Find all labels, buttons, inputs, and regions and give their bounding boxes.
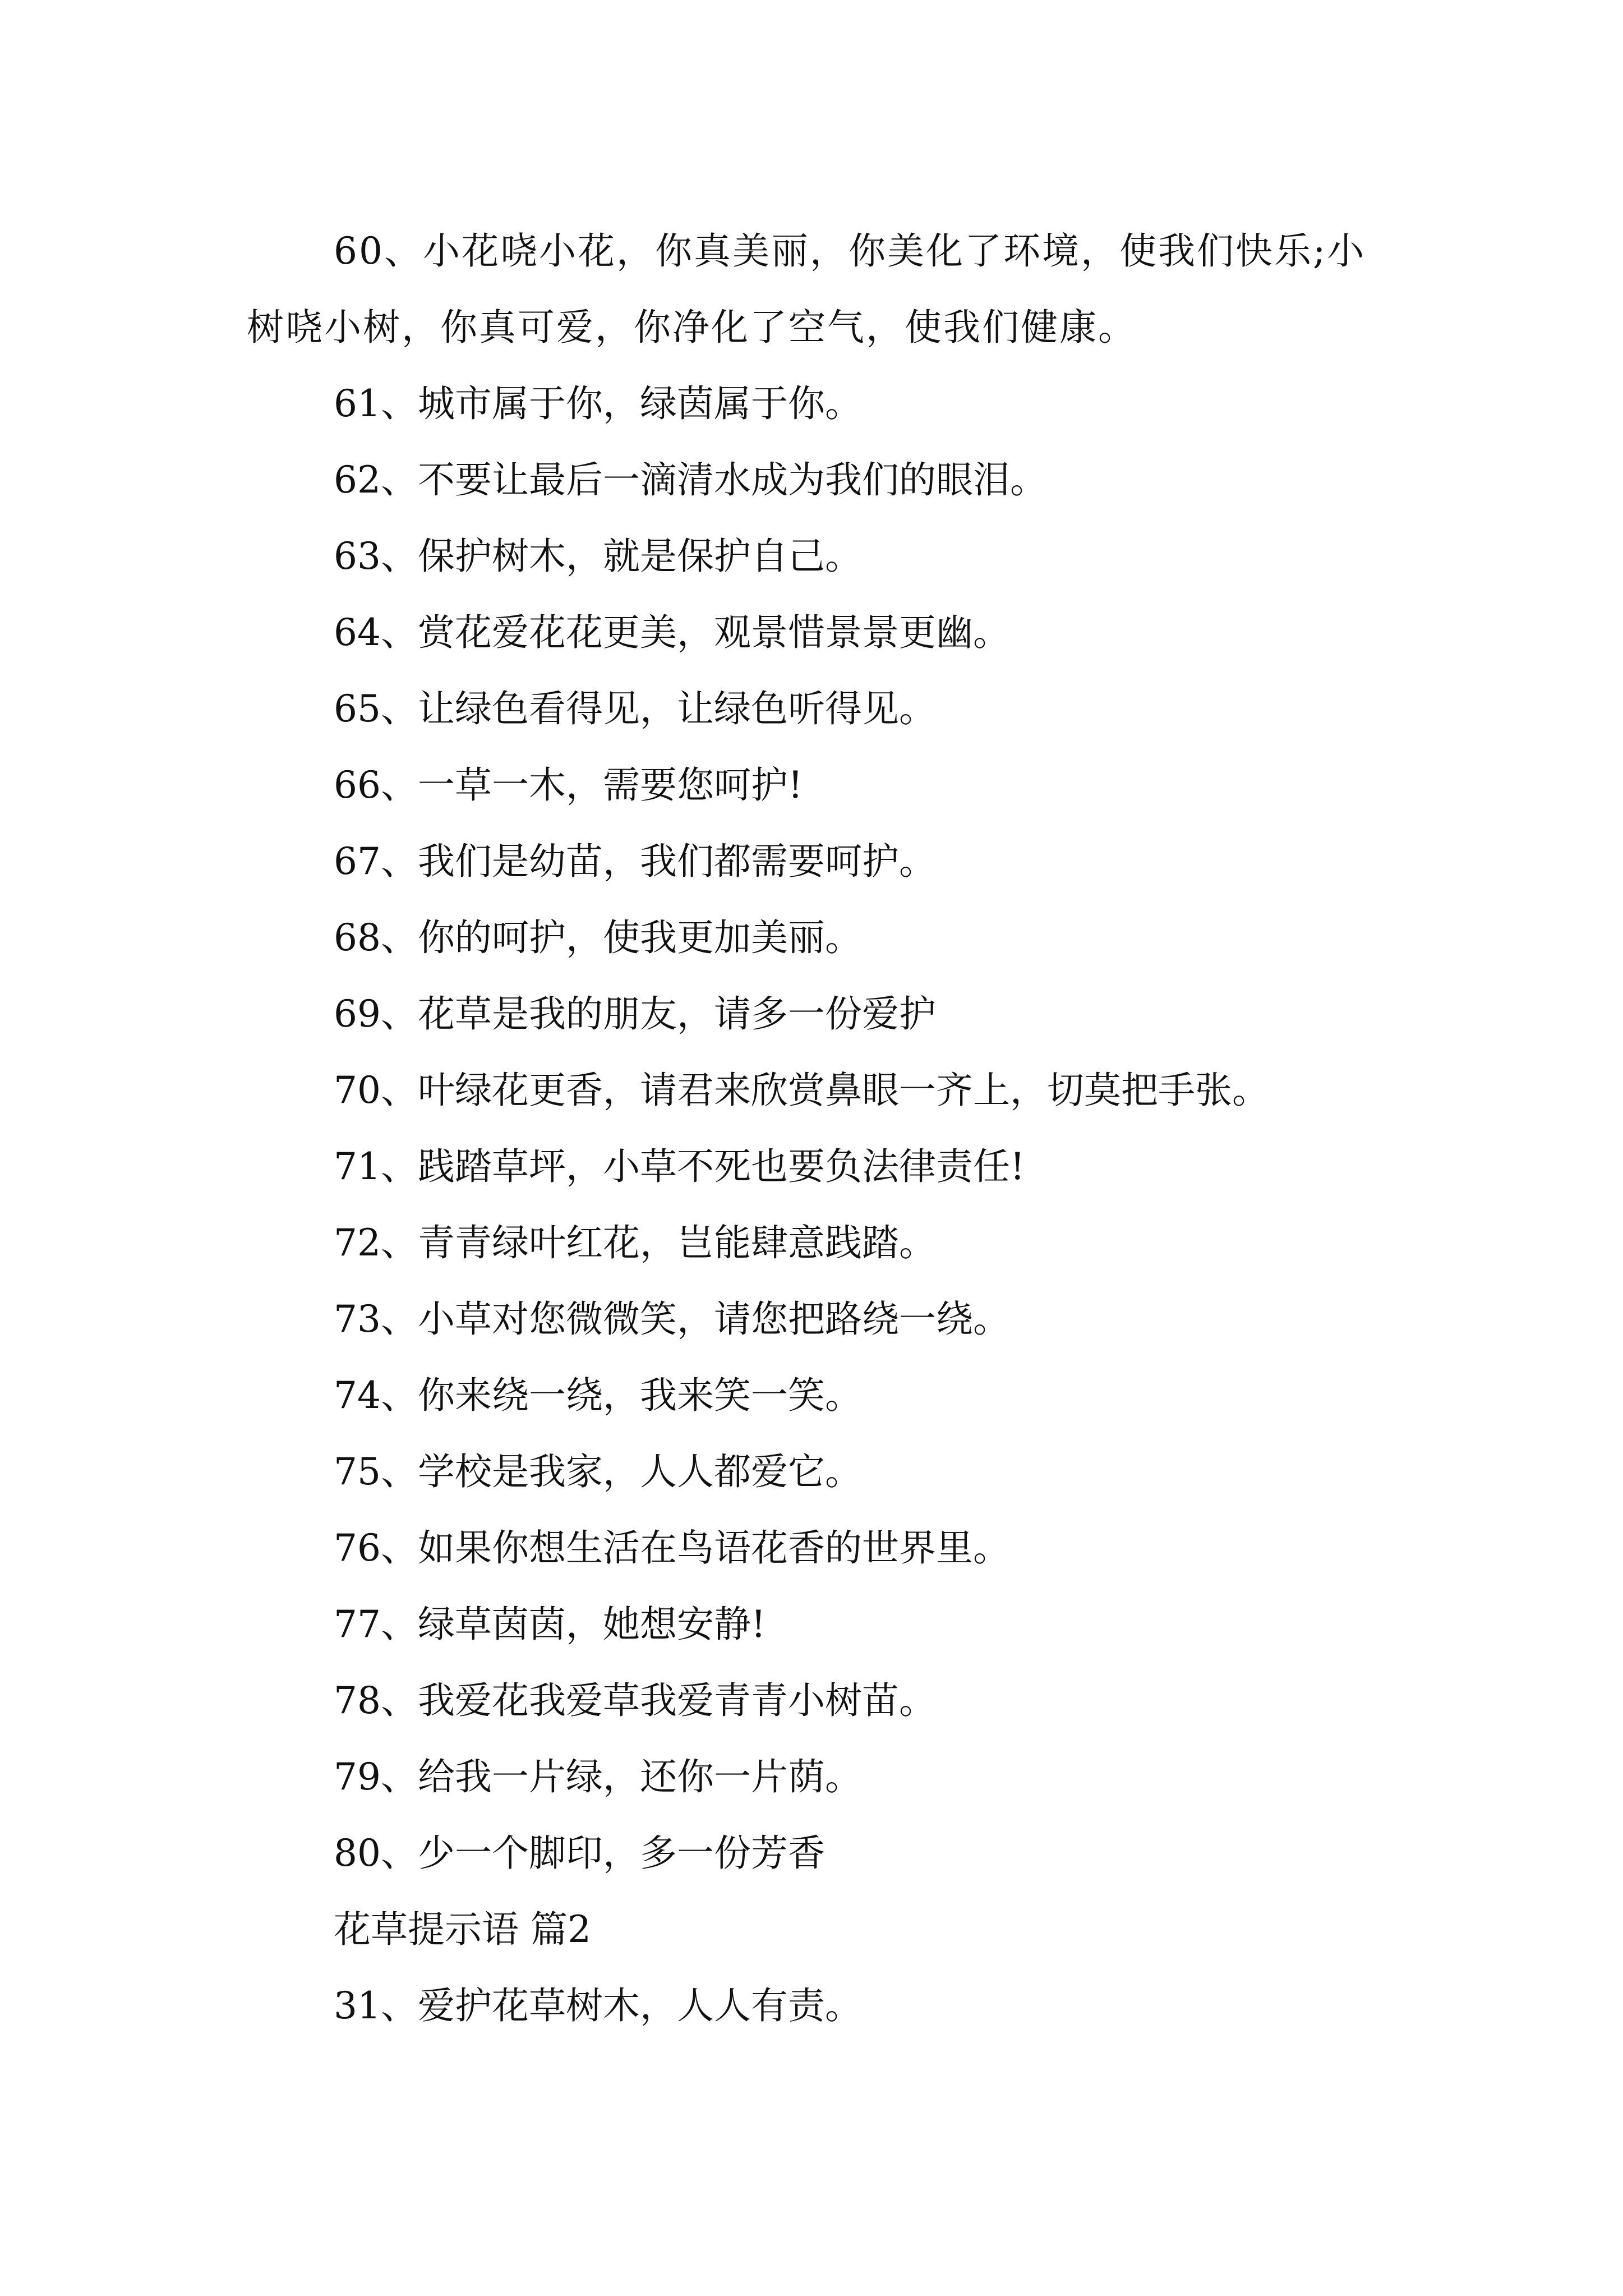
- paragraph-73: 73、小草对您微微笑，请您把路绕一绕。: [334, 1297, 1010, 1341]
- paragraph-31: 31、爱护花草树木，人人有责。: [334, 1984, 862, 2027]
- paragraph-60: 60、小花哓小花，你真美丽，你美化了环境，使我们快乐;小树哓小树，你真可爱，你净化了空气，使我们健康。: [247, 229, 1366, 349]
- paragraph-74: 74、你来绕一绕，我来笑一笑。: [334, 1374, 862, 1417]
- paragraph-67: 67、我们是幼苗，我们都需要呵护。: [334, 840, 936, 883]
- paragraph-76: 76、如果你想生活在鸟语花香的世界里。: [334, 1526, 1010, 1570]
- paragraph-62: 62、不要让最后一滴清水成为我们的眼泪。: [334, 458, 1047, 501]
- paragraph-68: 68、你的呵护，使我更加美丽。: [334, 916, 862, 959]
- paragraph-75: 75、学校是我家，人人都爱它。: [334, 1450, 862, 1493]
- paragraph-79: 79、给我一片绿，还你一片荫。: [334, 1755, 862, 1798]
- paragraph-65: 65、让绿色看得见，让绿色听得见。: [334, 687, 936, 730]
- paragraph-61: 61、城市属于你，绿茵属于你。: [334, 382, 862, 425]
- paragraph-66: 66、一草一木，需要您呵护!: [334, 763, 803, 807]
- paragraph-72: 72、青青绿叶红花，岂能肆意践踏。: [334, 1221, 936, 1264]
- paragraph-71: 71、践踏草坪，小草不死也要负法律责任!: [334, 1145, 1025, 1188]
- paragraph-78: 78、我爱花我爱草我爱青青小树苗。: [334, 1679, 936, 1722]
- paragraph-70: 70、叶绿花更香，请君来欣赏鼻眼一齐上，切莫把手张。: [334, 1069, 1269, 1112]
- paragraph-80: 80、少一个脚印，多一份芳香: [334, 1832, 825, 1875]
- paragraph-64: 64、赏花爱花花更美，观景惜景景更幽。: [334, 611, 1010, 654]
- section-heading: 花草提示语 篇2: [334, 1908, 591, 1951]
- paragraph-69: 69、花草是我的朋友，请多一份爱护: [334, 992, 936, 1036]
- paragraph-63: 63、保护树木，就是保护自己。: [334, 535, 862, 578]
- document-body: [247, 213, 1391, 2044]
- paragraph-77: 77、绿草茵茵，她想安静!: [334, 1603, 766, 1646]
